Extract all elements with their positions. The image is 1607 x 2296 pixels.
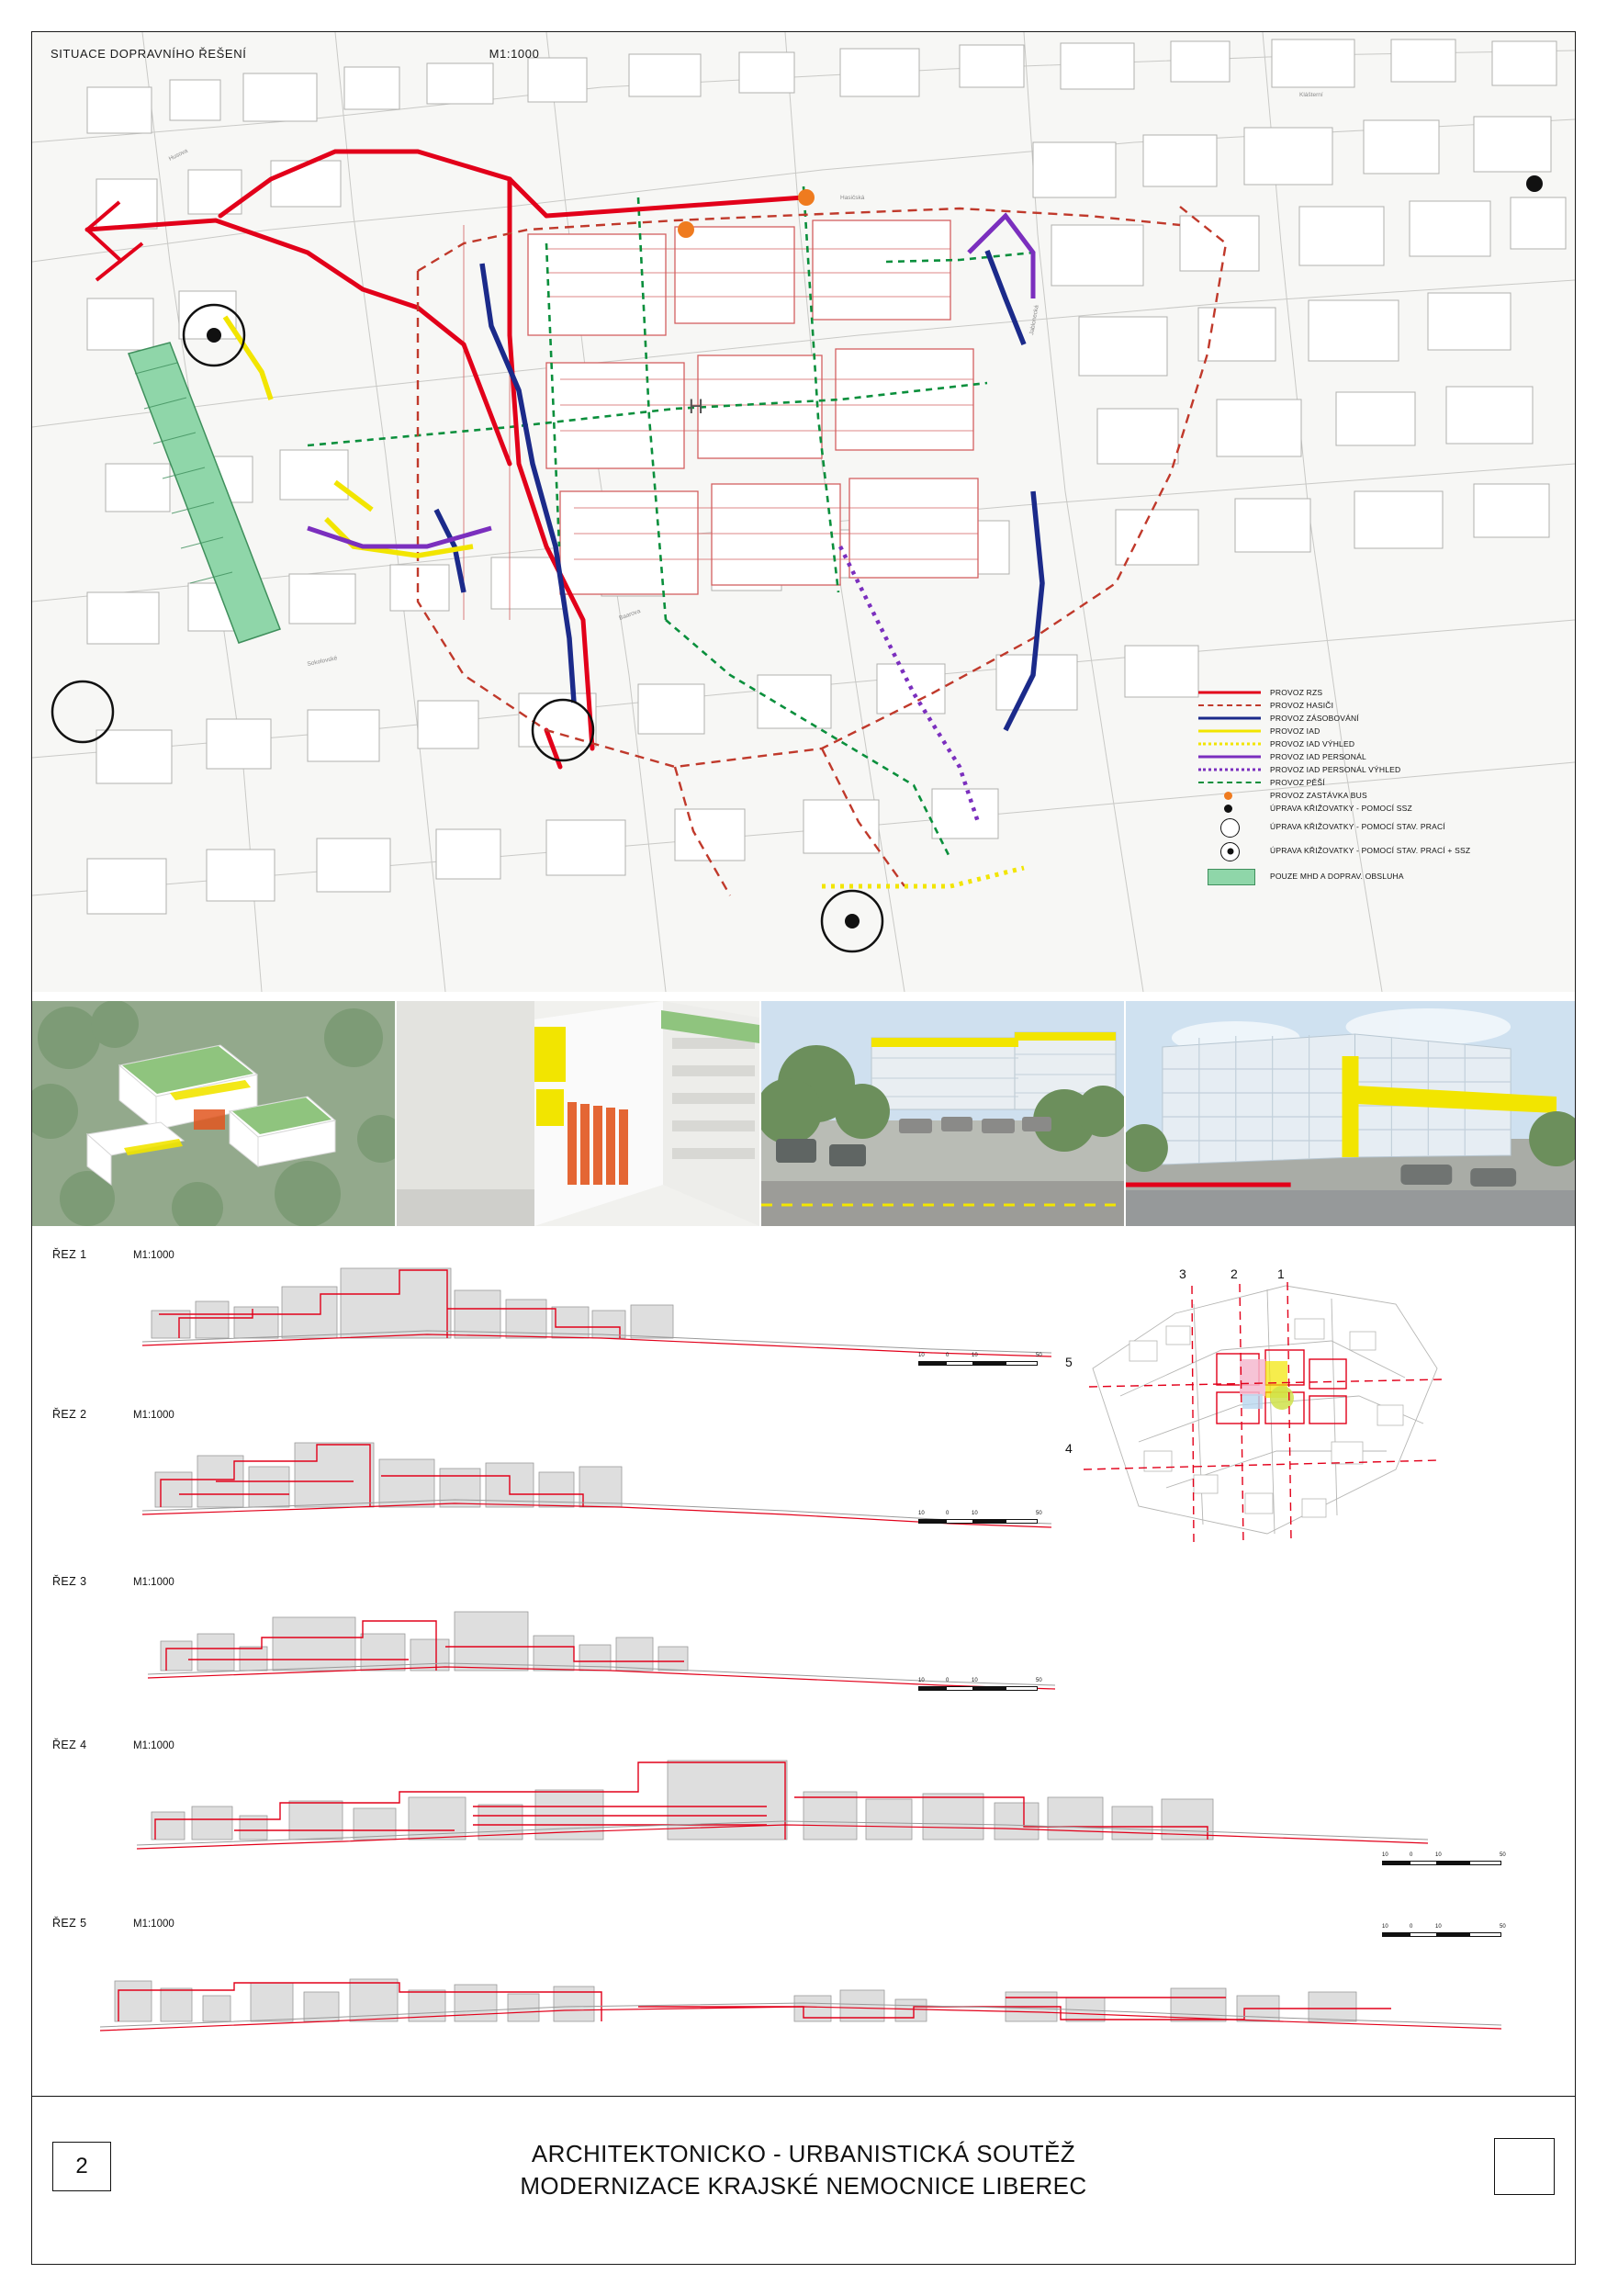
legend-symbol-green-swatch bbox=[1197, 871, 1263, 882]
legend-item bbox=[1197, 802, 1555, 815]
legend-label: POUZE MHD A DOPRAV. OBSLUHA bbox=[1270, 872, 1404, 881]
legend-label: PROVOZ ZÁSOBOVÁNÍ bbox=[1270, 714, 1359, 723]
legend-symbol-dot-yellow bbox=[1197, 738, 1263, 749]
scalebar-2: 10 0 10 50 bbox=[918, 1511, 1056, 1524]
legend-item bbox=[1197, 699, 1555, 712]
legend bbox=[1197, 686, 1555, 890]
svg-text:Baarova: Baarova bbox=[618, 608, 642, 622]
keyplan-marker-4: 4 bbox=[1065, 1441, 1073, 1456]
legend-item bbox=[1197, 750, 1555, 763]
legend-label: PROVOZ IAD bbox=[1270, 726, 1320, 736]
key-plan bbox=[1056, 1258, 1451, 1552]
keyplan-marker-5: 5 bbox=[1065, 1355, 1073, 1369]
section-drawing-2 bbox=[124, 1415, 1070, 1544]
legend-label: PROVOZ IAD PERSONÁL bbox=[1270, 752, 1366, 761]
svg-text:Sokolovské: Sokolovské bbox=[306, 655, 338, 668]
keyplan-marker-2: 2 bbox=[1231, 1266, 1238, 1281]
legend-item bbox=[1197, 789, 1555, 802]
project-title-line1: ARCHITEKTONICKO - URBANISTICKÁ SOUTĚŽ bbox=[531, 2140, 1076, 2167]
legend-symbol-circle-dot bbox=[1197, 845, 1263, 856]
scalebar-5: 10 0 10 50 bbox=[1382, 1924, 1520, 1937]
section-scale-3: M1:1000 bbox=[133, 1577, 174, 1588]
project-title-line2: MODERNIZACE KRAJSKÉ NEMOCNICE LIBEREC bbox=[520, 2171, 1087, 2200]
page-number: 2 bbox=[52, 2142, 111, 2191]
scalebar-3: 10 0 10 50 bbox=[918, 1678, 1056, 1691]
legend-label: PROVOZ RZS bbox=[1270, 688, 1323, 697]
svg-text:Jablonecká: Jablonecká bbox=[1028, 304, 1040, 336]
svg-text:Klášterní: Klášterní bbox=[1299, 92, 1323, 98]
render-corner-view bbox=[1126, 1001, 1575, 1226]
section-scale-1: M1:1000 bbox=[133, 1250, 174, 1261]
legend-item bbox=[1197, 815, 1555, 838]
keyplan-marker-3: 3 bbox=[1179, 1266, 1186, 1281]
legend-symbol-solid-purple bbox=[1197, 751, 1263, 762]
title-block bbox=[32, 2094, 1575, 2264]
legend-symbol-solid-yellow bbox=[1197, 726, 1263, 737]
legend-symbol-solid-blue bbox=[1197, 713, 1263, 724]
scalebar-1: 10 0 10 50 bbox=[918, 1353, 1056, 1366]
scalebar-4: 10 0 10 50 bbox=[1382, 1852, 1520, 1865]
situation-scale: M1:1000 bbox=[489, 47, 540, 61]
legend-symbol-solid-red bbox=[1197, 687, 1263, 698]
legend-label: PROVOZ IAD VÝHLED bbox=[1270, 739, 1355, 748]
legend-symbol-circle bbox=[1197, 821, 1263, 832]
legend-label: PROVOZ HASIČI bbox=[1270, 701, 1334, 710]
legend-item bbox=[1197, 725, 1555, 737]
legend-label: PROVOZ IAD PERSONÁL VÝHLED bbox=[1270, 765, 1401, 774]
legend-item bbox=[1197, 763, 1555, 776]
legend-symbol-dash-red bbox=[1197, 700, 1263, 711]
legend-symbol-black-dot bbox=[1197, 803, 1263, 814]
legend-item bbox=[1197, 838, 1555, 862]
logo-placeholder bbox=[1494, 2138, 1555, 2195]
legend-symbol-dot-purple bbox=[1197, 764, 1263, 775]
situation-title-row bbox=[51, 47, 539, 61]
render-courtyard-view bbox=[397, 1001, 759, 1226]
section-label-1: ŘEZ 1 bbox=[52, 1248, 87, 1261]
svg-text:H: H bbox=[689, 395, 703, 418]
section-label-2: ŘEZ 2 bbox=[52, 1408, 87, 1421]
situation-title: SITUACE DOPRAVNÍHO ŘEŠENÍ bbox=[51, 47, 247, 61]
legend-label: PROVOZ PĚŠÍ bbox=[1270, 778, 1325, 787]
section-label-4: ŘEZ 4 bbox=[52, 1739, 87, 1751]
legend-item bbox=[1197, 737, 1555, 750]
legend-item bbox=[1197, 712, 1555, 725]
legend-item bbox=[1197, 862, 1555, 890]
svg-text:Husova: Husova bbox=[167, 147, 189, 163]
project-title bbox=[32, 2138, 1575, 2201]
legend-symbol-bus-stop-dot bbox=[1197, 790, 1263, 801]
situation-plan bbox=[32, 32, 1575, 992]
section-label-5: ŘEZ 5 bbox=[52, 1917, 87, 1930]
keyplan-marker-1: 1 bbox=[1277, 1266, 1285, 1281]
legend-label: ÚPRAVA KŘIŽOVATKY - POMOCÍ STAV. PRACÍ + SSZ bbox=[1270, 846, 1471, 855]
legend-item bbox=[1197, 686, 1555, 699]
visualization-strip bbox=[32, 1001, 1575, 1226]
legend-symbol-dash-green bbox=[1197, 777, 1263, 788]
section-scale-5: M1:1000 bbox=[133, 1919, 174, 1930]
legend-label: PROVOZ ZASTÁVKA BUS bbox=[1270, 791, 1367, 800]
svg-text:Hasičská: Hasičská bbox=[840, 195, 865, 201]
section-scale-2: M1:1000 bbox=[133, 1410, 174, 1421]
section-drawing-4 bbox=[124, 1742, 1446, 1871]
section-label-3: ŘEZ 3 bbox=[52, 1575, 87, 1588]
legend-label: ÚPRAVA KŘIŽOVATKY - POMOCÍ SSZ bbox=[1270, 804, 1412, 813]
section-scale-4: M1:1000 bbox=[133, 1740, 174, 1751]
legend-item bbox=[1197, 776, 1555, 789]
section-drawing-5 bbox=[87, 1939, 1520, 2049]
render-aerial-view bbox=[32, 1001, 395, 1226]
render-street-view bbox=[761, 1001, 1124, 1226]
legend-label: ÚPRAVA KŘIŽOVATKY - POMOCÍ STAV. PRACÍ bbox=[1270, 822, 1445, 831]
